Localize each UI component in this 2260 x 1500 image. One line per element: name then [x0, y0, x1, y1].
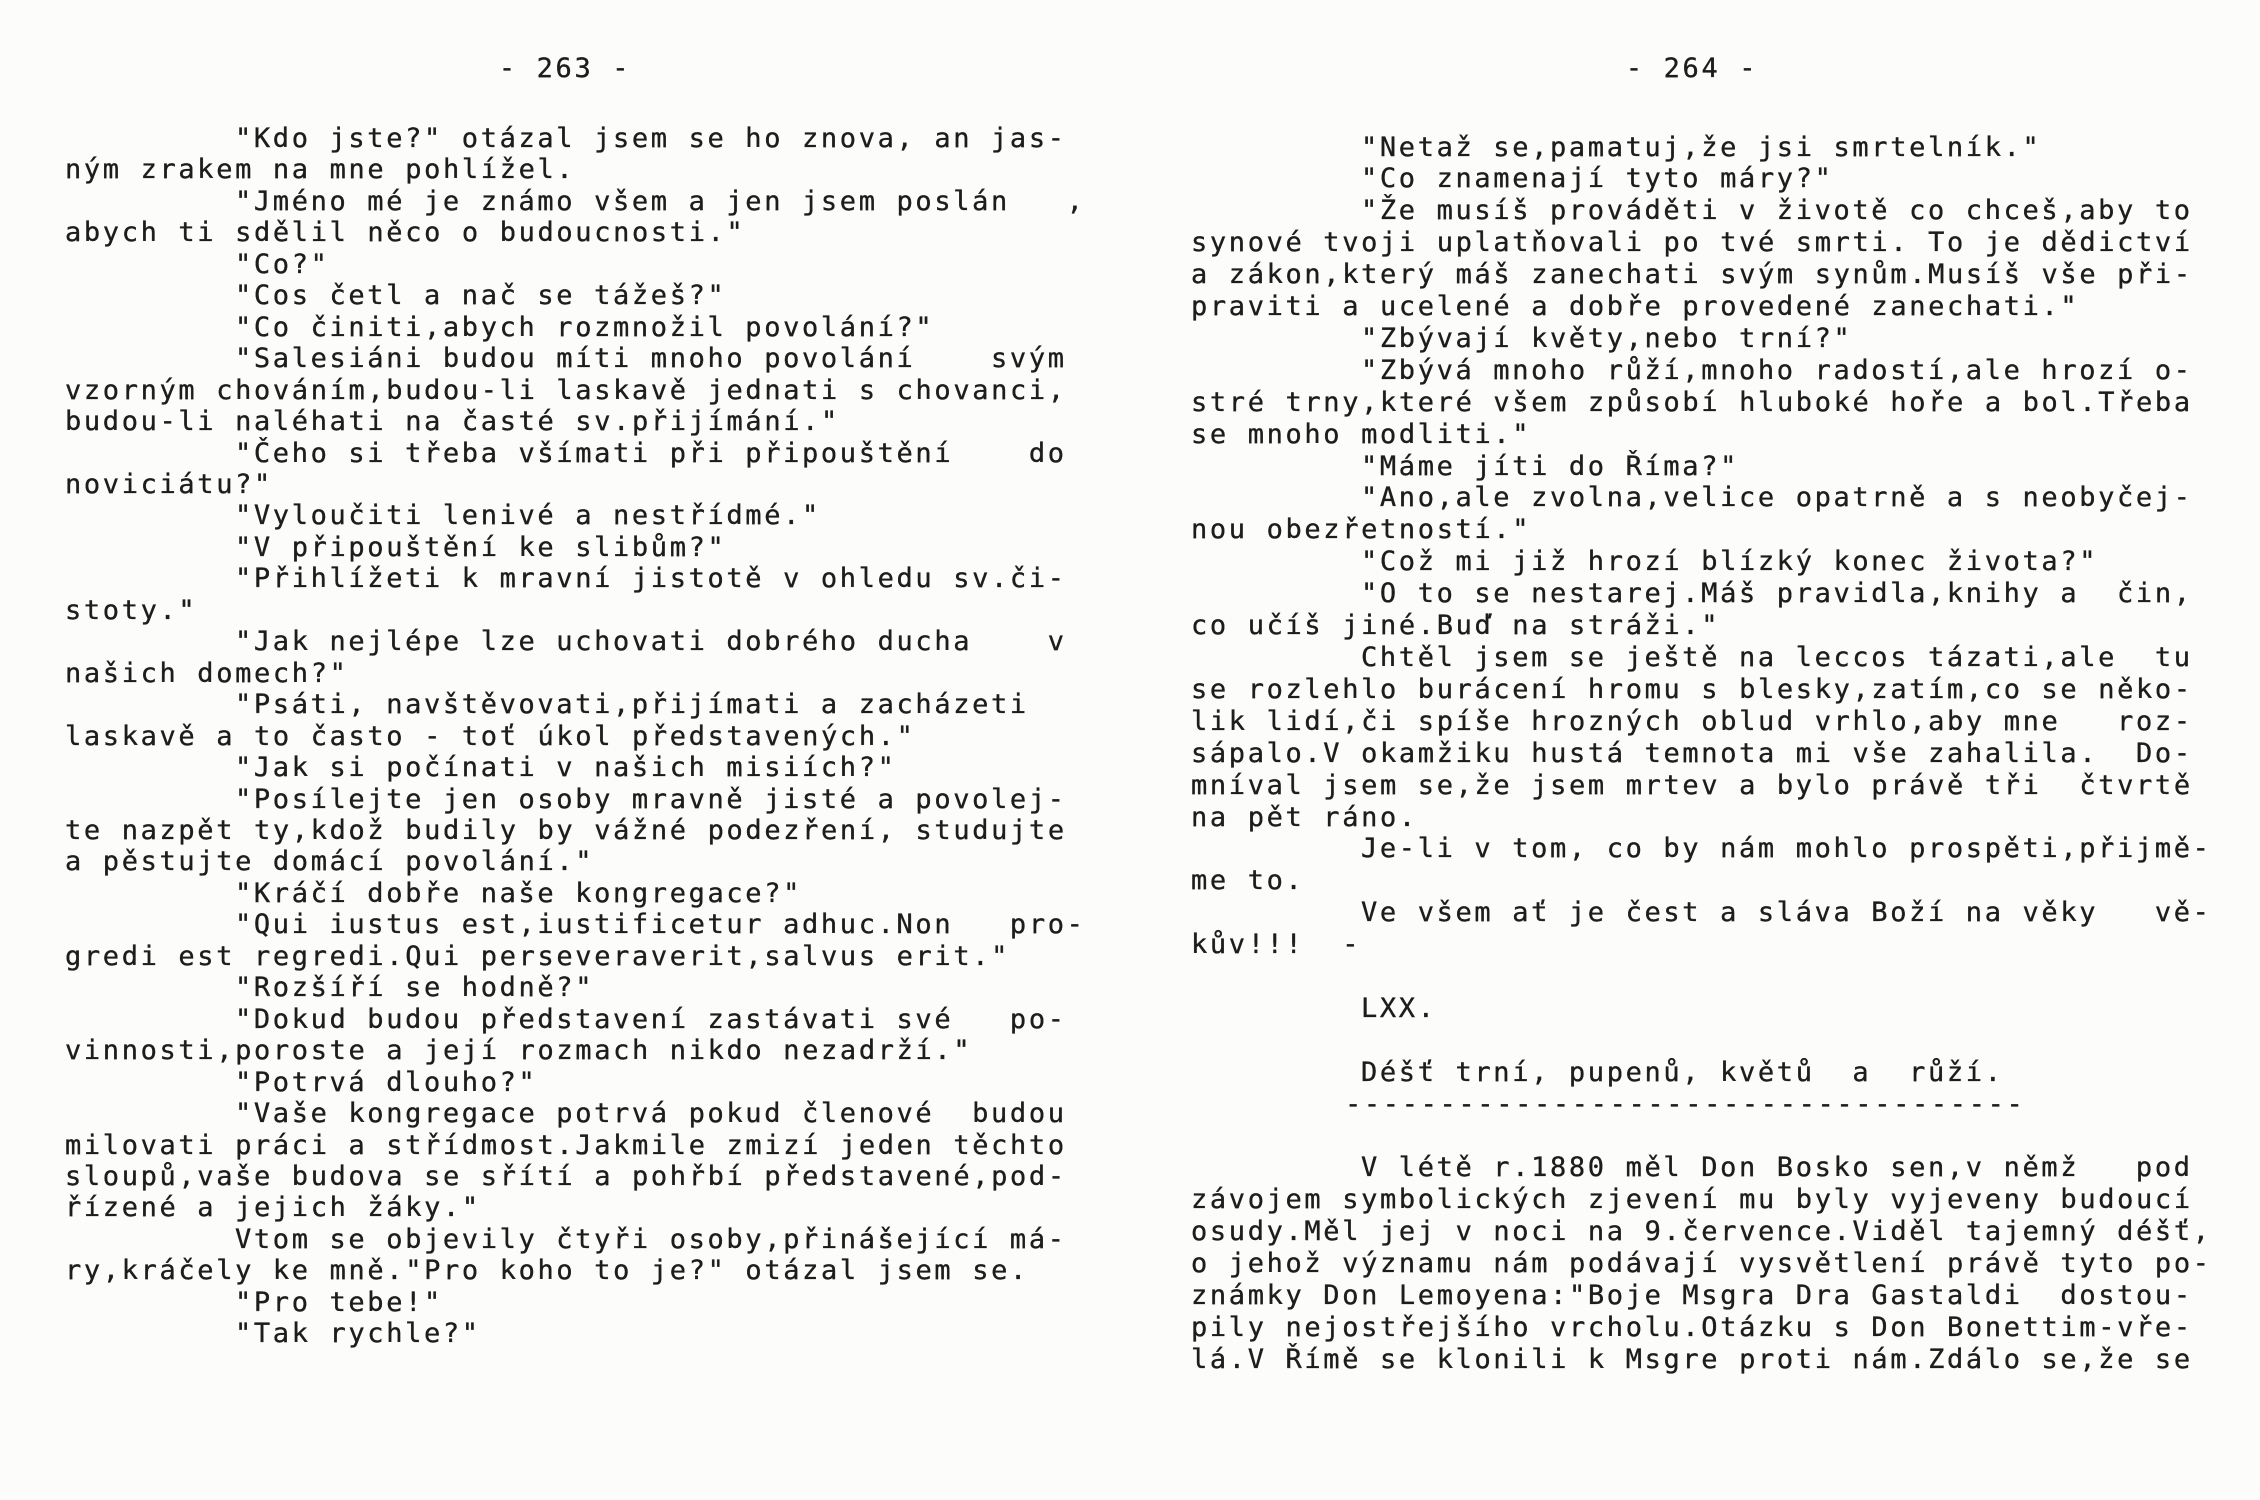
text-line: "Co znamenají tyto máry?"	[1361, 163, 1834, 195]
text-line: laskavě a to často - toť úkol představených."	[65, 720, 916, 752]
text-line: "Posílejte jen osoby mravně jisté a povolej-	[235, 783, 1067, 815]
page-body	[1191, 132, 2251, 1376]
text-line: nou obezřetností."	[1191, 514, 1532, 546]
paragraph	[65, 343, 1125, 437]
paragraph	[65, 909, 1125, 972]
page-number: - 263 -	[498, 53, 632, 84]
text-line: o jehož významu nám podávají vysvětlení právě tyto po-	[1191, 1248, 2212, 1280]
paragraph	[1191, 578, 2251, 642]
text-line: se rozlehlo burácení hromu s blesky,zatím,co se něko-	[1191, 673, 2193, 705]
text-line: "Zbývá mnoho růží,mnoho radostí,ale hrozí o-	[1361, 354, 2193, 386]
chapter-number: LXX.	[1361, 992, 1437, 1024]
text-line: "Potrvá dlouho?"	[235, 1066, 538, 1098]
paragraph	[65, 312, 1125, 343]
paragraph	[1191, 355, 2251, 451]
text-line: "Psáti, navštěvovati,přijímati a zacházeti	[235, 689, 1029, 721]
text-line: sloupů,vaše budova se sřítí a pohřbí představené,pod-	[65, 1160, 1067, 1192]
paragraph	[65, 1224, 1125, 1287]
text-line: gredi est regredi.Qui perseveraverit,salvus erit."	[65, 940, 1011, 972]
text-line: "O to se nestarej.Máš pravidla,knihy a čin,	[1361, 578, 2193, 610]
text-line: "Čeho si třeba všímati při připouštění do	[235, 437, 1067, 469]
text-line: "Co?"	[235, 248, 330, 280]
paragraph	[65, 626, 1125, 689]
text-line: "Vyloučiti lenivé a nestřídmé."	[235, 500, 821, 532]
page-number: - 264 -	[1625, 53, 1759, 84]
text-line: "V připouštění ke slibům?"	[235, 531, 727, 563]
text-line: řízené a jejich žáky."	[65, 1192, 481, 1224]
text-line: "Co činiti,abych rozmnožil povolání?"	[235, 311, 935, 343]
paragraph	[65, 878, 1125, 909]
text-line: budou-li naléhati na časté sv.přijímání."	[65, 406, 840, 438]
text-line: Chtěl jsem se ještě na leccos tázati,ale tu	[1361, 642, 2193, 673]
text-line: ným zrakem na mne pohlížel.	[65, 154, 576, 186]
text-line: Je-li v tom, co by nám mohlo prospěti,přijmě-	[1361, 833, 2212, 865]
text-line: milovati práci a střídmost.Jakmile zmizí jeden těchto	[65, 1129, 1067, 1161]
paragraph	[65, 1098, 1125, 1224]
text-line: "Salesiáni budou míti mnoho povolání svým	[235, 343, 1067, 375]
paragraph	[65, 123, 1125, 186]
text-line: "Jméno mé je známo všem a jen jsem poslán ,	[235, 185, 1086, 217]
paragraph	[65, 1318, 1125, 1349]
text-line: synové tvoji uplatňovali po tvé smrti. To je dědictví	[1191, 227, 2193, 259]
text-line: sápalo.V okamžiku hustá temnota mi vše zahalila. Do-	[1191, 737, 2193, 769]
text-line: "Pro tebe!"	[235, 1286, 443, 1318]
text-line: pily nejostřejšího vrcholu.Otázku s Don Bonettim-vře-	[1191, 1311, 2193, 1343]
chapter-title: Déšť trní, pupenů, květů a růží.	[1361, 1056, 2004, 1088]
text-line: stré trny,které všem způsobí hluboké hoře a bol.Třeba	[1191, 386, 2193, 418]
text-line: praviti a ucelené a dobře provedené zanechati."	[1191, 291, 2080, 323]
paragraph	[65, 1287, 1125, 1318]
text-line: mníval jsem se,že jsem mrtev a bylo právě tři čtvrtě	[1191, 769, 2193, 801]
text-line: "Jak nejlépe lze uchovati dobrého ducha v	[235, 626, 1067, 658]
text-line: "Což mi již hrozí blízký konec života?"	[1361, 546, 2099, 578]
paragraph	[65, 972, 1125, 1003]
page-264	[1130, 0, 2260, 1500]
text-line: "Qui iustus est,iustificetur adhuc.Non pro-	[235, 909, 1086, 941]
text-line: "Že musíš prováděti v životě co chceš,aby to	[1361, 195, 2193, 227]
text-line: závojem symbolických zjevení mu byly vyjeveny budoucí	[1191, 1184, 2193, 1216]
paragraph	[65, 280, 1125, 311]
text-line: noviciátu?"	[65, 468, 273, 500]
text-line: Ve všem ať je čest a sláva Boží na věky vě-	[1361, 897, 2212, 929]
text-line: známky Don Lemoyena:"Boje Msgra Dra Gastaldi dostou-	[1191, 1280, 2193, 1312]
title-rule: ------------------------------------	[1345, 1088, 2026, 1120]
text-line: "Cos četl a nač se tážeš?"	[235, 280, 727, 312]
page-body	[65, 123, 1125, 1350]
text-line: abych ti sdělil něco o budoucnosti."	[65, 217, 746, 249]
paragraph	[65, 784, 1125, 878]
text-line: na pět ráno.	[1191, 801, 1418, 833]
paragraph	[1191, 1152, 2251, 1375]
paragraph	[1191, 323, 2251, 355]
paragraph	[65, 1067, 1125, 1098]
text-line: co učíš jiné.Buď na stráži."	[1191, 610, 1721, 642]
paragraph	[65, 689, 1125, 752]
text-line: "Zbývají květy,nebo trní?"	[1361, 322, 1853, 354]
text-line: stoty."	[65, 594, 198, 626]
text-line: "Máme jíti do Říma?"	[1361, 450, 1740, 482]
text-line: kův!!! -	[1191, 929, 1362, 961]
paragraph	[1191, 897, 2251, 961]
paragraph	[1191, 546, 2251, 578]
paragraph	[65, 752, 1125, 783]
text-line: a pěstujte domácí povolání."	[65, 846, 595, 878]
paragraph	[1191, 163, 2251, 195]
paragraph	[65, 532, 1125, 563]
text-line: V létě r.1880 měl Don Bosko sen,v němž pod	[1361, 1152, 2193, 1184]
text-line: me to.	[1191, 865, 1305, 897]
paragraph	[65, 249, 1125, 280]
text-line: Vtom se objevily čtyři osoby,přinášející má-	[235, 1223, 1067, 1255]
paragraph	[1191, 482, 2251, 546]
text-line: vzorným chováním,budou-li laskavě jednati s chovanci,	[65, 374, 1067, 406]
text-line: lik lidí,či spíše hrozných oblud vrhlo,aby mne roz-	[1191, 705, 2193, 737]
text-line: "Vaše kongregace potrvá pokud členové budou	[235, 1098, 1067, 1130]
paragraph	[65, 186, 1125, 249]
paragraph	[65, 438, 1125, 501]
text-line: osudy.Měl jej v noci na 9.července.Viděl tajemný déšť,	[1191, 1216, 2212, 1248]
text-line: se mnoho modliti."	[1191, 418, 1532, 450]
text-line: vinnosti,poroste a její rozmach nikdo nezadrží."	[65, 1035, 973, 1067]
paragraph	[65, 1004, 1125, 1067]
paragraph	[1191, 195, 2251, 323]
text-line: "Přihlížeti k mravní jistotě v ohledu sv.či-	[235, 563, 1067, 595]
chapter-body	[1191, 1152, 2251, 1375]
text-line: a zákon,který máš zanechati svým synům.Musíš vše při-	[1191, 259, 2193, 291]
text-line: "Netaž se,pamatuj,že jsi smrtelník."	[1361, 131, 2042, 163]
dialogue-section	[1191, 132, 2251, 962]
text-line: "Rozšíří se hodně?"	[235, 972, 595, 1004]
text-line: te nazpět ty,kdož budily by vážné podezření, studujte	[65, 814, 1067, 846]
text-line: "Kdo jste?" otázal jsem se ho znova, an jas-	[235, 123, 1067, 154]
paragraph	[1191, 451, 2251, 483]
paragraph	[1191, 642, 2251, 833]
text-line: "Jak si počínati v našich misiích?"	[235, 752, 897, 784]
text-line: "Tak rychle?"	[235, 1318, 481, 1350]
paragraph	[65, 500, 1125, 531]
text-line: "Ano,ale zvolna,velice opatrně a s neobyčej-	[1361, 482, 2193, 514]
paragraph	[65, 563, 1125, 626]
paragraph	[1191, 132, 2251, 164]
text-line: lá.V Římě se klonili k Msgre proti nám.Zdálo se,že se	[1191, 1343, 2193, 1375]
text-line: "Kráčí dobře naše kongregace?"	[235, 877, 803, 909]
text-line: "Dokud budou představení zastávati své po-	[235, 1003, 1067, 1035]
text-line: našich domech?"	[65, 657, 349, 689]
paragraph	[1191, 833, 2251, 897]
text-line: ry,kráčely ke mně."Pro koho to je?" otázal jsem se.	[65, 1255, 1029, 1287]
